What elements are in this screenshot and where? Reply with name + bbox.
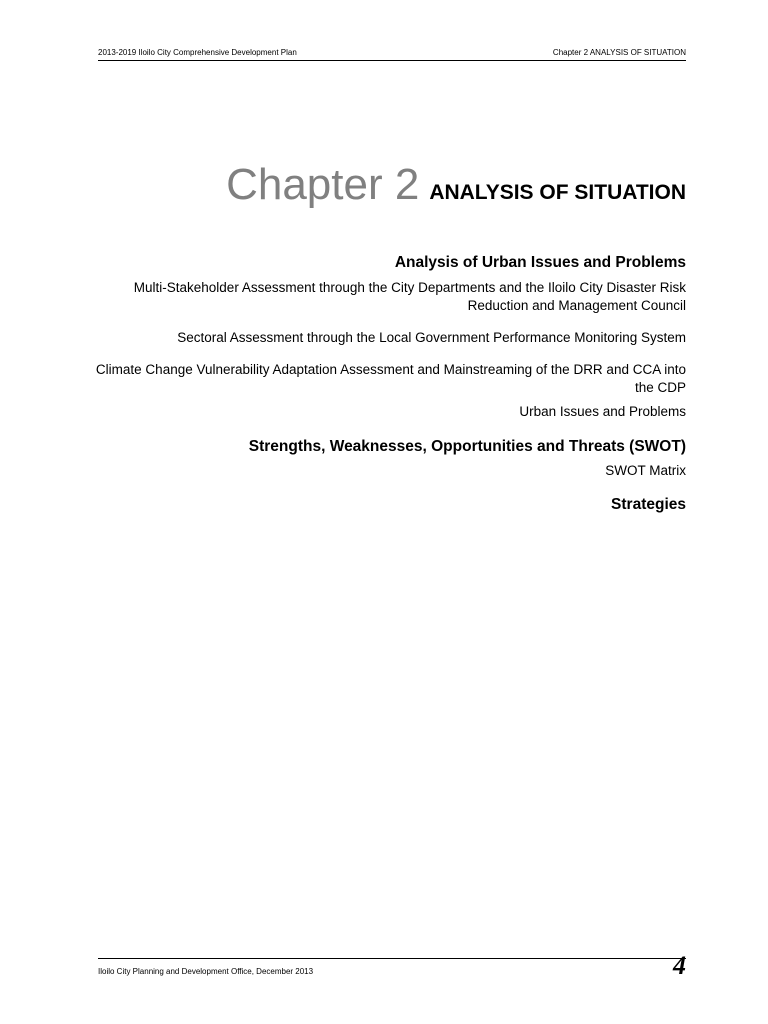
header-document-title: 2013-2019 Iloilo City Comprehensive Development Plan	[98, 48, 297, 57]
chapter-name: ANALYSIS OF SITUATION	[429, 181, 686, 204]
header-chapter-label: Chapter 2 ANALYSIS OF SITUATION	[552, 48, 686, 57]
subsection-swot-matrix: SWOT Matrix	[605, 463, 686, 478]
section-heading-urban-issues: Analysis of Urban Issues and Problems	[394, 254, 686, 271]
subsection-climate-change: Climate Change Vulnerability Adaptation Assessment and Mainstreaming of the DRR and CCA into the CDP	[95, 362, 686, 395]
chapter-contents	[90, 254, 686, 514]
subsection-multi-stakeholder: Multi-Stakeholder Assessment through the City Departments and the Iloilo City Disaster Risk Reduction and Management Council	[133, 280, 686, 313]
footer-office: Iloilo City Planning and Development Office, December 2013	[98, 967, 314, 976]
chapter-number: Chapter 2	[226, 160, 420, 209]
subsection-urban-issues: Urban Issues and Problems	[519, 404, 686, 419]
section-heading-strategies: Strategies	[611, 496, 686, 513]
chapter-heading	[226, 160, 686, 210]
page-footer	[98, 951, 686, 983]
subsection-sectoral-assessment: Sectoral Assessment through the Local Government Performance Monitoring System	[177, 330, 686, 345]
page-header	[98, 46, 686, 61]
page-number: 4	[673, 951, 686, 980]
section-heading-swot: Strengths, Weaknesses, Opportunities and Threats (SWOT)	[248, 438, 686, 455]
